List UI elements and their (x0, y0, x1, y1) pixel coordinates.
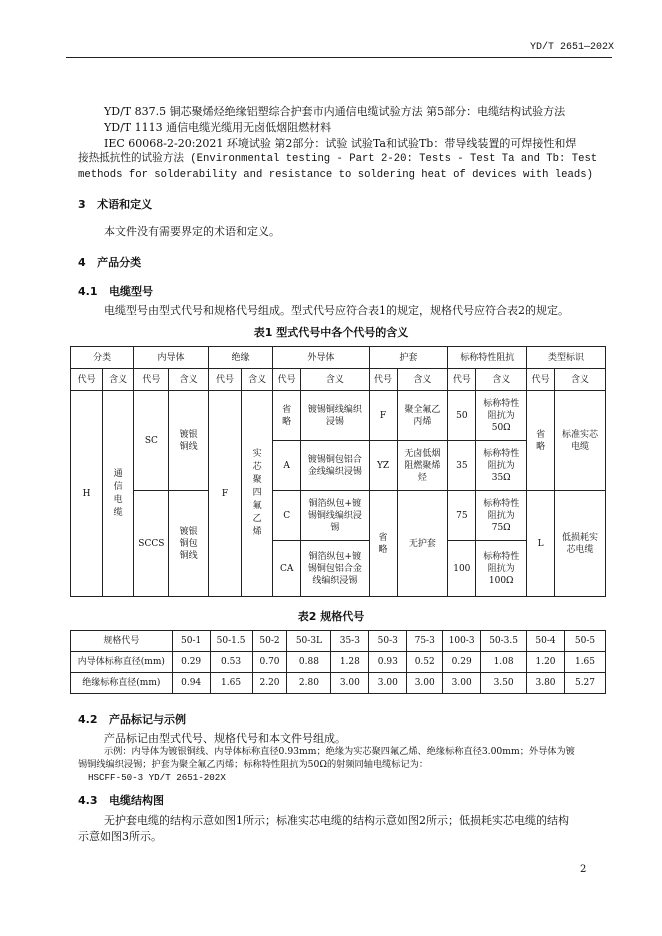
section-title: 电缆结构图 (109, 794, 164, 807)
ref-item: YD/T 837.5 铜芯聚烯烃绝缘铝塑综合护套市内通信电缆试验方法 第5部分：电缆结构试验方法 (104, 105, 566, 118)
outer-code: CA (273, 541, 301, 597)
group-header: 绝缘 (208, 347, 272, 369)
section-title: 电缆型号 (109, 285, 153, 298)
impedance-code: 100 (448, 541, 476, 597)
table2-cell: 3.00 (407, 673, 443, 694)
impedance-meaning: 标称特性阻抗为50Ω (476, 391, 527, 441)
section-title: 术语和定义 (97, 198, 153, 211)
table2-cell: 3.00 (369, 673, 407, 694)
section-number: 4.1 (78, 285, 98, 298)
table2-cell: 50-2 (252, 631, 287, 652)
section-4-3-text: 无护套电缆的结构示意如图1所示；标准实芯电缆的结构示意如图2所示；低损耗实芯电缆的结构 (104, 814, 569, 827)
section-number: 3 (78, 198, 86, 211)
table2-cell: 0.88 (287, 652, 331, 673)
group-header: 外导体 (273, 347, 369, 369)
impedance-code: 35 (448, 441, 476, 491)
section-4-3-heading (78, 792, 164, 808)
section-number: 4.2 (78, 713, 98, 726)
page-number: 2 (580, 864, 587, 875)
section-4-3-text: 示意如图3所示。 (78, 830, 162, 843)
table2-cell: 75-3 (407, 631, 443, 652)
table2-cell: 3.80 (527, 673, 565, 694)
table2-cell: 0.70 (252, 652, 287, 673)
table2-cell: 3.50 (481, 673, 527, 694)
category-meaning: 通信电缆 (103, 391, 134, 597)
section-4-heading (78, 254, 141, 270)
table2-cell: 100-3 (443, 631, 481, 652)
group-header: 分类 (71, 347, 134, 369)
table2-cell: 3.00 (331, 673, 369, 694)
code-header: 代号 (71, 369, 103, 391)
type-meaning: 标准实芯电缆 (555, 391, 606, 491)
impedance-meaning: 标称特性阻抗为35Ω (476, 441, 527, 491)
impedance-meaning: 标称特性阻抗为75Ω (476, 491, 527, 541)
table2-cell: 1.08 (481, 652, 527, 673)
insulation-code: F (208, 391, 241, 597)
table2-cell: 0.52 (407, 652, 443, 673)
section-4-1-heading (78, 283, 153, 299)
group-header: 类型标识 (527, 347, 606, 369)
table2-cell: 2.20 (252, 673, 287, 694)
jacket-code: YZ (369, 441, 397, 491)
section-title: 产品标记与示例 (109, 713, 186, 726)
inner-code: SC (134, 391, 169, 491)
table2-cell: 50-3.5 (481, 631, 527, 652)
type-code: 省略 (527, 391, 555, 491)
section-3-heading (78, 196, 152, 212)
row-label: 绝缘标称直径(mm) (71, 673, 173, 694)
type-code: L (527, 491, 555, 597)
table2-cell: 1.65 (210, 673, 252, 694)
outer-code: 省略 (273, 391, 301, 441)
meaning-header: 含义 (476, 369, 527, 391)
section-3-text: 本文件没有需要界定的术语和定义。 (104, 225, 280, 238)
meaning-header: 含义 (169, 369, 208, 391)
example-line: 锡铜线编织浸锡；护套为聚全氟乙丙烯；标称特性阻抗为50Ω的射频同轴电缆标记为： (78, 759, 429, 770)
table2-cell: 0.93 (369, 652, 407, 673)
outer-code: C (273, 491, 301, 541)
table2-cell: 50-3L (287, 631, 331, 652)
category-code: H (71, 391, 103, 597)
section-4-2-text: 产品标记由型式代号、规格代号和本文件号组成。 (104, 732, 346, 745)
section-title: 产品分类 (97, 256, 142, 269)
table2-caption: 表2 规格代号 (297, 610, 365, 623)
jacket-meaning: 无护套 (397, 491, 448, 597)
table2-cell: 50-1.5 (210, 631, 252, 652)
jacket-code: F (369, 391, 397, 441)
meaning-header: 含义 (397, 369, 448, 391)
table2-cell: 0.94 (172, 673, 210, 694)
row-label: 内导体标称直径(mm) (71, 652, 173, 673)
code-header: 代号 (134, 369, 169, 391)
table2-cell: 0.29 (443, 652, 481, 673)
outer-meaning: 铜箔纵包+镀锡铜包铝合金线编织浸锡 (301, 541, 369, 597)
code-header: 代号 (448, 369, 476, 391)
section-number: 4 (78, 256, 86, 269)
meaning-header: 含义 (301, 369, 369, 391)
section-4-1-text: 电缆型号由型式代号和规格代号组成。型式代号应符合表1的规定，规格代号应符合表2的规定。 (104, 304, 569, 317)
section-4-2-heading (78, 711, 186, 727)
insulation-meaning: 实芯聚四氟乙烯 (242, 391, 273, 597)
table2-cell: 3.00 (443, 673, 481, 694)
code-header: 代号 (369, 369, 397, 391)
code-header: 代号 (527, 369, 555, 391)
type-meaning: 低损耗实芯电缆 (555, 491, 606, 597)
ref-item: IEC 60068-2-20:2021 环境试验 第2部分：试验 试验Ta和试验Tb：带导线装置的可焊接性和焊 (104, 137, 577, 150)
table2-cell: 50-4 (527, 631, 565, 652)
table2-cell: 35-3 (331, 631, 369, 652)
table2-cell: 50-5 (564, 631, 605, 652)
table2-cell: 2.80 (287, 673, 331, 694)
table2-cell: 0.29 (172, 652, 210, 673)
table1 (70, 346, 606, 597)
group-header: 内导体 (134, 347, 209, 369)
ref-item: methods for solderability and resistance to soldering heat of devices with leads) (78, 169, 593, 181)
outer-code: A (273, 441, 301, 491)
group-header: 标称特性阻抗 (448, 347, 527, 369)
inner-meaning: 镀银铜包铜线 (169, 491, 208, 597)
outer-meaning: 镀锡铜包铝合金线编织浸锡 (301, 441, 369, 491)
table2-cell: 50-3 (369, 631, 407, 652)
example-mark: HSCFF-50-3 YD/T 2651-202X (88, 772, 226, 783)
table2-cell: 1.65 (564, 652, 605, 673)
table2-cell: 50-1 (172, 631, 210, 652)
meaning-header: 含义 (242, 369, 273, 391)
outer-meaning: 铜箔纵包+镀锡铜线编织浸锡 (301, 491, 369, 541)
impedance-code: 75 (448, 491, 476, 541)
jacket-meaning: 聚全氟乙丙烯 (397, 391, 448, 441)
code-header: 代号 (273, 369, 301, 391)
row-label: 规格代号 (71, 631, 173, 652)
table2-cell: 1.20 (527, 652, 565, 673)
table2 (70, 630, 606, 694)
inner-meaning: 镀银铜线 (169, 391, 208, 491)
table2-cell: 5.27 (564, 673, 605, 694)
header-rule (66, 57, 612, 58)
ref-item: YD/T 1113 通信电缆光缆用无卤低烟阻燃材料 (104, 121, 332, 134)
outer-meaning: 镀锡铜线编织浸锡 (301, 391, 369, 441)
table2-cell: 0.53 (210, 652, 252, 673)
document-code: YD/T 2651—202X (529, 42, 614, 53)
code-header: 代号 (208, 369, 241, 391)
impedance-code: 50 (448, 391, 476, 441)
example-line: 示例：内导体为镀银铜线、内导体标称直径0.93mm；绝缘为实芯聚四氟乙烯、绝缘标称直径3.00mm；外导体为镀 (104, 746, 575, 757)
table2-cell: 1.28 (331, 652, 369, 673)
ref-item: 接热抵抗性的试验方法 (Environmental testing - Part 2-20: Tests - Test Ta and Tb: Test (78, 153, 598, 165)
jacket-code: 省略 (369, 491, 397, 597)
meaning-header: 含义 (103, 369, 134, 391)
group-header: 护套 (369, 347, 448, 369)
jacket-meaning: 无卤低烟阻燃聚烯烃 (397, 441, 448, 491)
inner-code: SCCS (134, 491, 169, 597)
meaning-header: 含义 (555, 369, 606, 391)
section-number: 4.3 (78, 794, 98, 807)
table1-caption: 表1 型式代号中各个代号的含义 (253, 326, 409, 339)
impedance-meaning: 标称特性阻抗为100Ω (476, 541, 527, 597)
